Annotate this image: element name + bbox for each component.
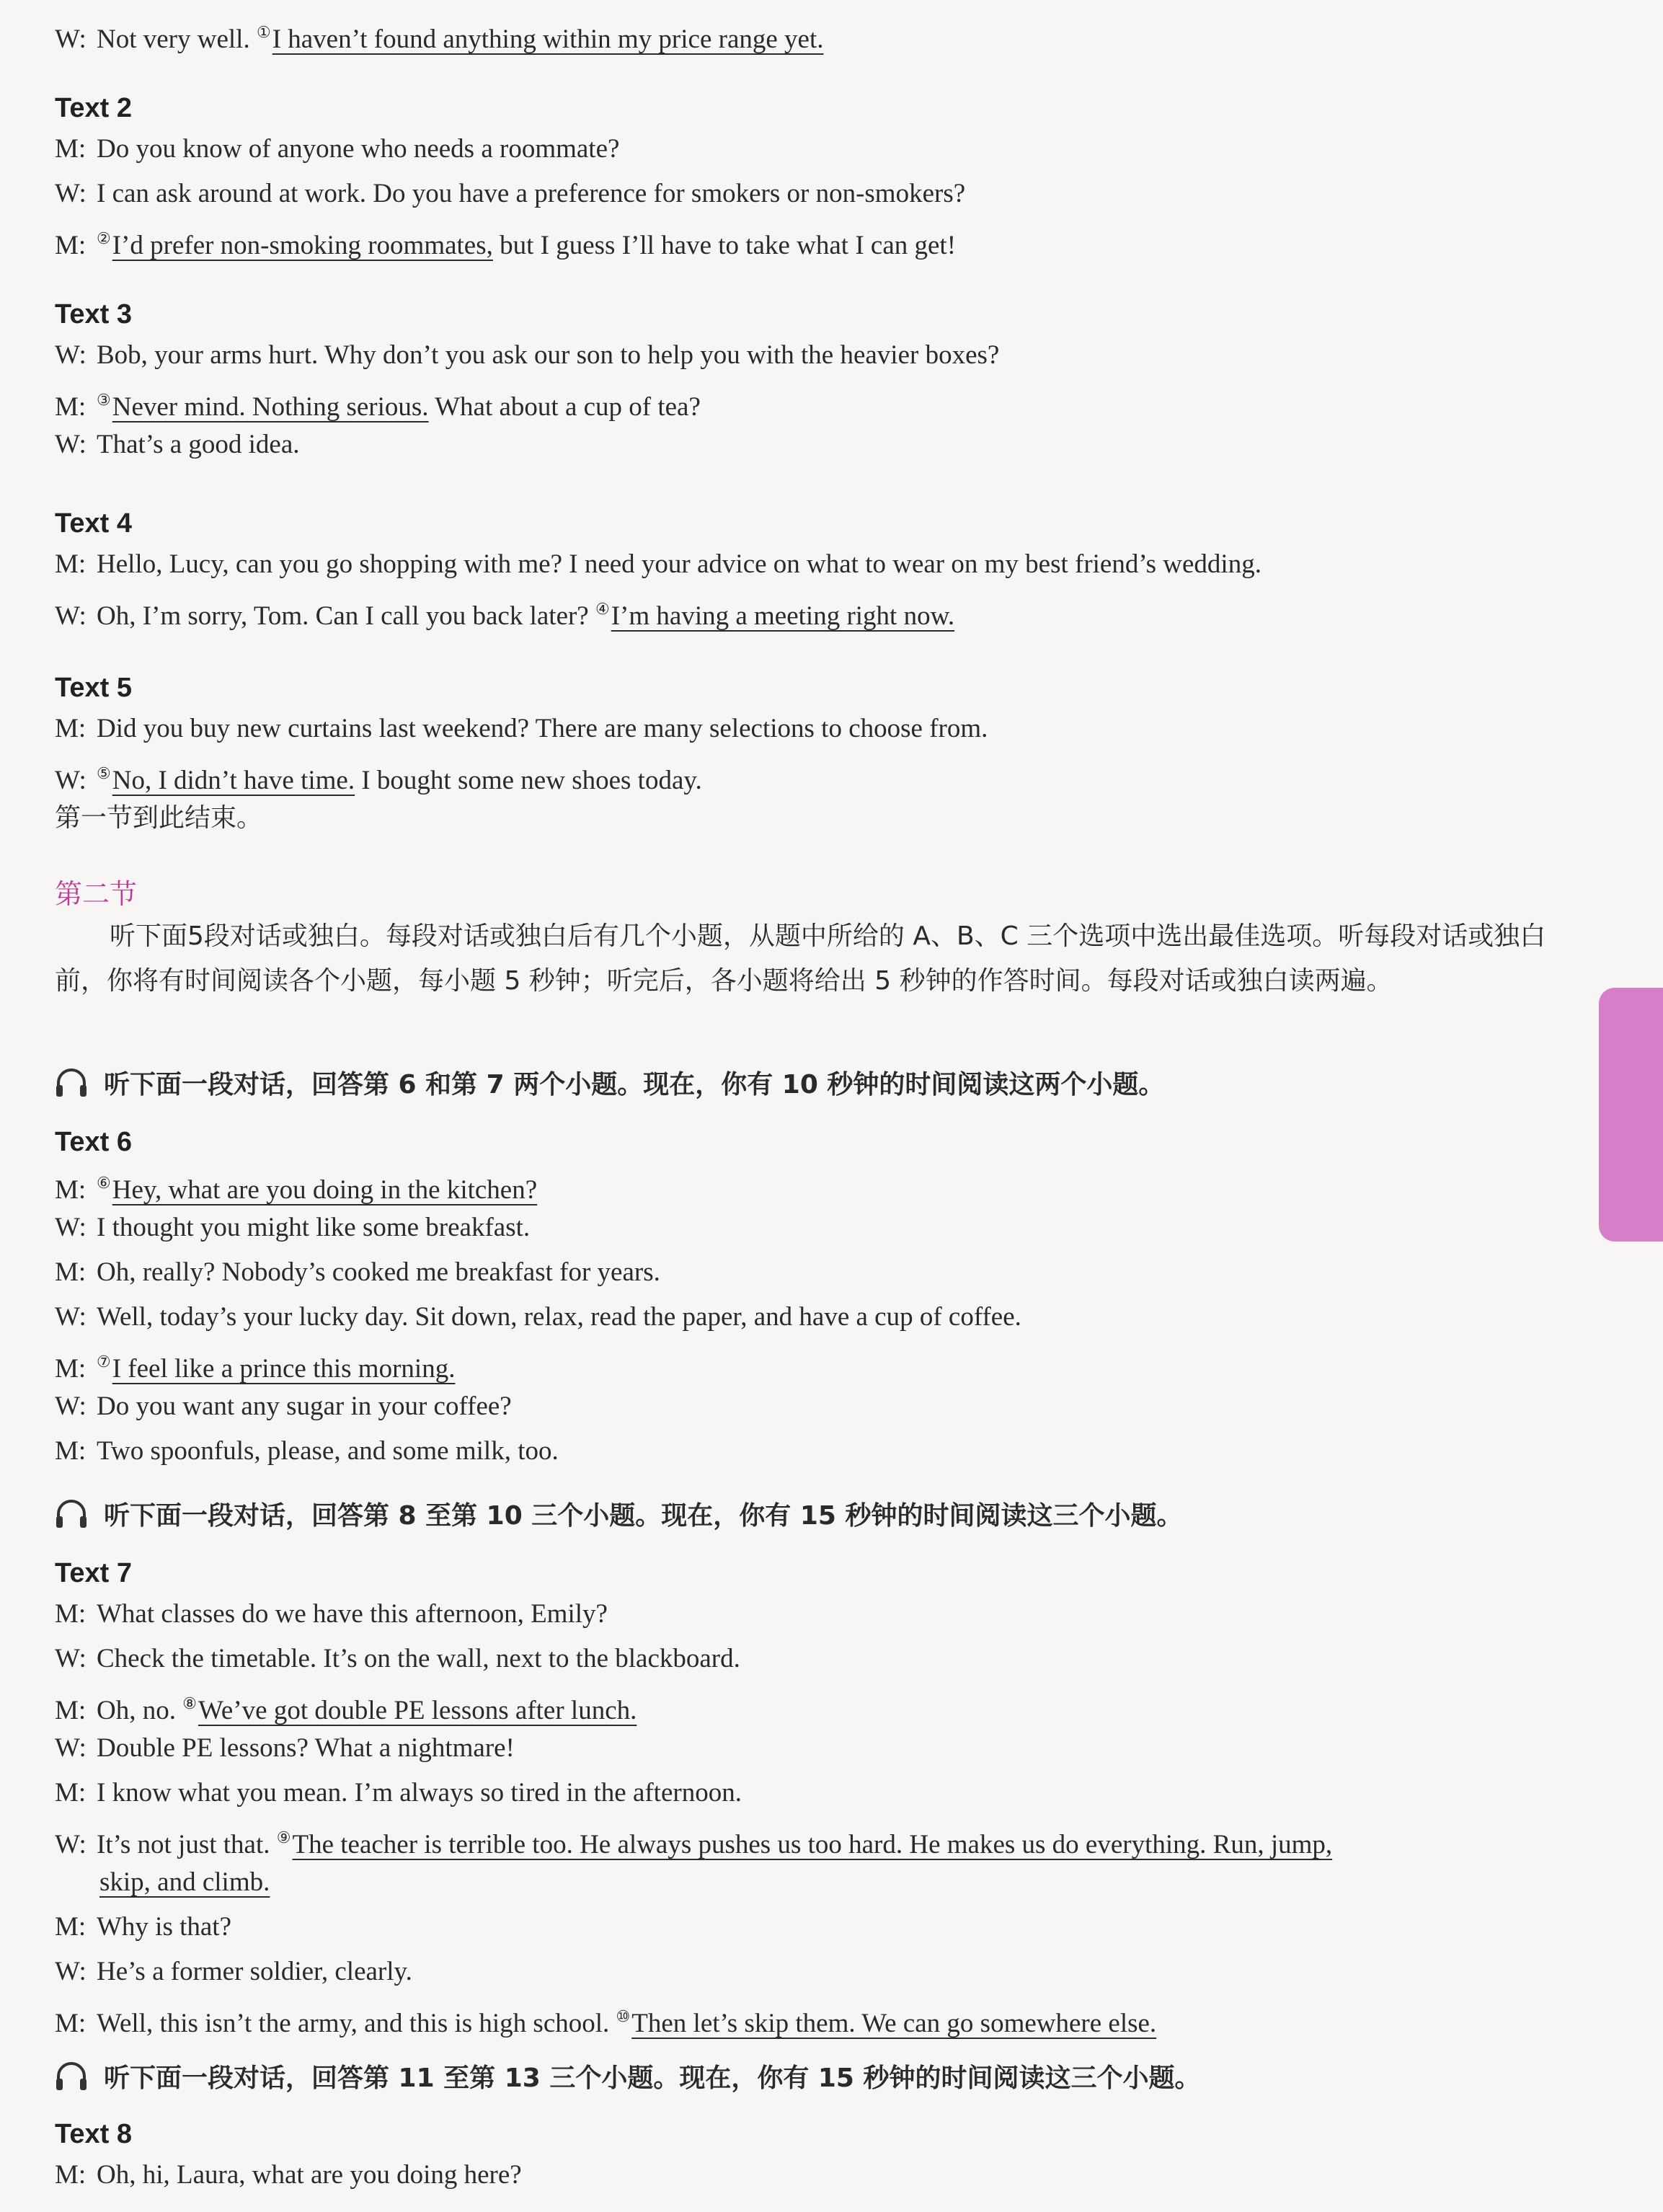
marker: ①	[256, 23, 271, 41]
dialogue-line	[55, 707, 1554, 751]
speaker: M:	[55, 1599, 87, 1629]
dialogue-line	[55, 542, 1554, 587]
marker: ③	[97, 391, 111, 409]
line-text: Oh, no.	[97, 1696, 183, 1725]
speaker: M:	[55, 1436, 87, 1466]
line-text: What classes do we have this afternoon, Emily?	[97, 1599, 608, 1629]
section-title: 第二节	[55, 878, 138, 910]
line-text: I can ask around at work. Do you have a preference for smokers or non-smokers?	[97, 179, 966, 208]
text-4-block	[55, 505, 1554, 632]
line-text: Hello, Lucy, can you go shopping with me? I need your advice on what to wear on my best friend’s wedding.	[97, 549, 1261, 579]
dialogue-line	[55, 423, 1554, 467]
dialogue-line	[55, 172, 1554, 216]
answer-underline: Hey, what are you doing in the kitchen?	[112, 1175, 538, 1205]
line-text: He’s a former soldier, clearly.	[97, 1957, 412, 1986]
speaker: W:	[55, 25, 87, 54]
speaker: M:	[55, 1354, 87, 1384]
speaker: M:	[55, 549, 87, 579]
dialogue-line	[55, 1815, 1554, 1860]
text-heading: Text 6	[55, 1127, 133, 1157]
answer-underline: I’d prefer non-smoking roommates,	[112, 231, 493, 260]
line-text: Double PE lessons? What a nightmare!	[97, 1733, 515, 1763]
headphones-icon	[55, 1069, 88, 1097]
listening-instruction	[55, 1063, 1554, 1107]
line-text: Not very well.	[97, 25, 257, 54]
line-text: Oh, I’m sorry, Tom. Can I call you back later?	[97, 601, 595, 631]
instruction-text: 听下面一段对话，回答第 6 和第 7 两个小题。现在，你有 10 秒钟的时间阅读这两个小题。	[104, 1070, 1165, 1100]
listening-instruction	[55, 1494, 1554, 1539]
answer-underline: I haven’t found anything within my price range yet.	[272, 25, 824, 54]
instruction-1-block	[55, 1063, 1554, 1107]
dialogue-line	[55, 1994, 1554, 2039]
headphones-icon	[55, 1500, 88, 1529]
speaker: M:	[55, 1257, 87, 1287]
text-2-block	[55, 89, 1554, 261]
line-text: I know what you mean. I’m always so tired in the afternoon.	[97, 1778, 742, 1808]
answer-underline: We’ve got double PE lessons after lunch.	[198, 1696, 637, 1725]
dialogue-line	[55, 1205, 1554, 1250]
speaker: W:	[55, 1733, 87, 1763]
speaker: M:	[55, 2009, 87, 2038]
instruction-2-block	[55, 1494, 1554, 1539]
speaker: M:	[55, 231, 87, 260]
answer-underline: I’m having a meeting right now.	[611, 601, 955, 631]
speaker: M:	[55, 2160, 87, 2190]
instruction-text: 听下面一段对话，回答第 8 至第 10 三个小题。现在，你有 15 秒钟的时间阅读这三个小题。	[104, 1501, 1183, 1531]
section-end-note: 第一节到此结束。	[55, 803, 263, 833]
text-heading: Text 3	[55, 299, 133, 329]
text-heading: Text 2	[55, 93, 133, 123]
dialogue-line	[55, 10, 1554, 55]
marker: ②	[97, 229, 111, 247]
line-text: What about a cup of tea?	[428, 392, 701, 422]
dialogue-line	[55, 2153, 1554, 2198]
marker: ⑥	[97, 1174, 111, 1192]
dialogue-line	[55, 1429, 1554, 1474]
speaker: W:	[55, 1392, 87, 1421]
dialogue-line	[55, 1726, 1554, 1771]
speaker: M:	[55, 392, 87, 422]
speaker: W:	[55, 766, 87, 795]
line-text: It’s not just that.	[97, 1830, 277, 1859]
text-3-block	[55, 296, 1554, 467]
marker: ⑩	[616, 2007, 631, 2025]
marker: ⑨	[276, 1828, 291, 1846]
speaker: W:	[55, 601, 87, 631]
dialogue-line	[55, 1295, 1554, 1340]
line-text: Check the timetable. It’s on the wall, next to the blackboard.	[97, 1644, 740, 1673]
line-text: but I guess I’ll have to take what I can get!	[492, 231, 957, 260]
dialogue-line	[55, 1771, 1554, 1815]
line-text: Why is that?	[97, 1912, 232, 1942]
marker: ⑦	[97, 1353, 111, 1371]
dialogue-line	[55, 127, 1554, 172]
answer-underline: Never mind. Nothing serious.	[112, 392, 429, 422]
speaker: M:	[55, 1175, 87, 1205]
dialogue-line	[55, 333, 1554, 378]
text-heading: Text 7	[55, 1558, 133, 1588]
speaker: W:	[55, 1213, 87, 1242]
text-heading: Text 4	[55, 508, 133, 539]
marker: ⑧	[182, 1694, 197, 1712]
dialogue-line	[55, 587, 1554, 632]
dialogue-line	[55, 751, 1554, 796]
text-8-block	[55, 2115, 1554, 2198]
text-heading: Text 8	[55, 2119, 133, 2149]
dialogue-line	[55, 1637, 1554, 1681]
listening-instruction	[55, 2056, 1554, 2101]
side-thumb-tab	[1599, 988, 1663, 1242]
line-text: Do you know of anyone who needs a roommate?	[97, 134, 620, 164]
dialogue-line	[55, 1384, 1554, 1429]
line-text: Do you want any sugar in your coffee?	[97, 1392, 512, 1421]
dialogue-line	[55, 1950, 1554, 1994]
speaker: W:	[55, 340, 87, 370]
speaker: M:	[55, 1778, 87, 1808]
text-5-block	[55, 669, 1554, 841]
dialogue-line	[55, 216, 1554, 261]
answer-underline: The teacher is terrible too. He always pushes us too hard. He makes us do everything. Run, jump,	[292, 1830, 1333, 1859]
answer-underline: I feel like a prince this morning.	[112, 1354, 456, 1384]
section-instructions: 听下面5段对话或独白。每段对话或独白后有几个小题，从题中所给的 A、B、C 三个选项中选出最佳选项。听每段对话或独白前，你将有时间阅读各个小题，每小题 5 秒钟；听完后，各小题将给出 5 秒钟的作答时间。每段对话或独白读两遍。	[55, 921, 1546, 996]
headphones-icon	[55, 2062, 88, 2091]
section-2-block	[55, 874, 1554, 1004]
instruction-text: 听下面一段对话，回答第 11 至第 13 三个小题。现在，你有 15 秒钟的时间阅读这三个小题。	[104, 2063, 1201, 2093]
answer-underline: No, I didn’t have time.	[112, 766, 355, 795]
speaker: W:	[55, 1957, 87, 1986]
speaker: W:	[55, 430, 87, 459]
dialogue-line	[55, 378, 1554, 423]
instruction-3-block	[55, 2056, 1554, 2101]
speaker: M:	[55, 1696, 87, 1725]
top-line-block	[55, 10, 1554, 55]
dialogue-line	[55, 1161, 1554, 1205]
speaker: W:	[55, 179, 87, 208]
speaker: W:	[55, 1302, 87, 1332]
marker: ④	[595, 600, 610, 618]
answer-underline: Then let’s skip them. We can go somewhere else.	[631, 2009, 1157, 2038]
line-text: Two spoonfuls, please, and some milk, too.	[97, 1436, 559, 1466]
speaker: W:	[55, 1644, 87, 1673]
dialogue-line	[55, 1681, 1554, 1726]
text-7-block	[55, 1554, 1554, 2039]
dialogue-line	[55, 1905, 1554, 1950]
speaker: M:	[55, 134, 87, 164]
line-text: Well, this isn’t the army, and this is high school.	[97, 2009, 616, 2038]
dialogue-line-continued	[55, 1860, 1554, 1905]
line-text: Did you buy new curtains last weekend? There are many selections to choose from.	[97, 714, 988, 743]
text-heading: Text 5	[55, 673, 133, 703]
line-text: Oh, hi, Laura, what are you doing here?	[97, 2160, 522, 2190]
dialogue-line	[55, 1340, 1554, 1384]
line-text: I bought some new shoes today.	[355, 766, 702, 795]
line-text: Bob, your arms hurt. Why don’t you ask our son to help you with the heavier boxes?	[97, 340, 1000, 370]
answer-underline: skip, and climb.	[99, 1867, 270, 1897]
line-text: Well, today’s your lucky day. Sit down, relax, read the paper, and have a cup of coffee.	[97, 1302, 1021, 1332]
line-text: That’s a good idea.	[97, 430, 300, 459]
line-text: I thought you might like some breakfast.	[97, 1213, 531, 1242]
speaker: M:	[55, 714, 87, 743]
dialogue-line	[55, 1592, 1554, 1637]
line-text: Oh, really? Nobody’s cooked me breakfast for years.	[97, 1257, 660, 1287]
speaker: W:	[55, 1830, 87, 1859]
marker: ⑤	[97, 764, 111, 782]
text-6-block	[55, 1123, 1554, 1474]
dialogue-line	[55, 1250, 1554, 1295]
speaker: M:	[55, 1912, 87, 1942]
